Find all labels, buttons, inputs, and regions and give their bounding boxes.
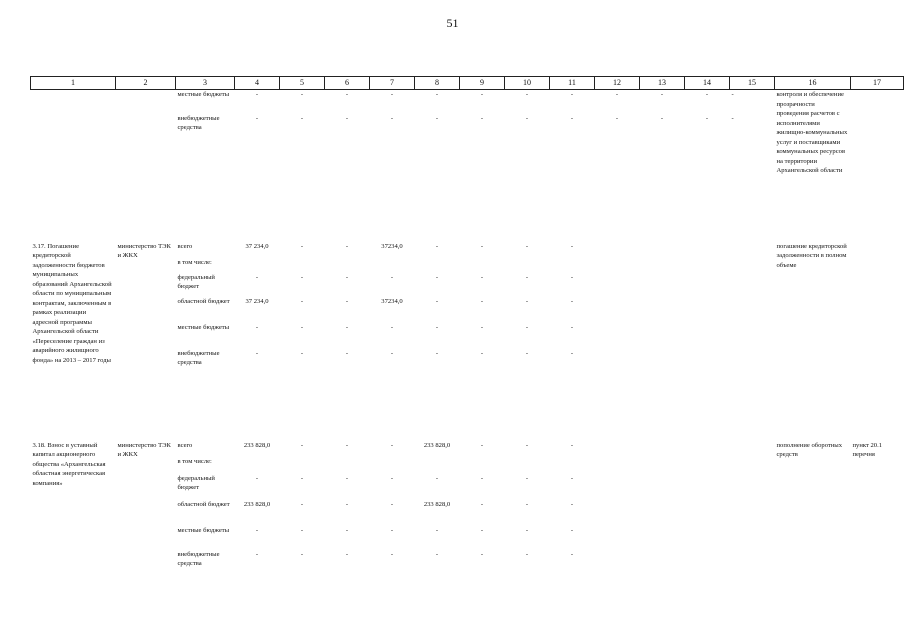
value-cell: - xyxy=(525,550,529,558)
value-cell: - xyxy=(570,297,574,305)
value-cell: - xyxy=(435,323,439,331)
value-cell: - xyxy=(570,242,574,250)
value-cell: - xyxy=(570,323,574,331)
value-cell: - xyxy=(300,526,304,534)
value-cell: - xyxy=(570,526,574,534)
table-row xyxy=(31,114,904,242)
note: пункт 20.1 перечня xyxy=(852,441,883,458)
column-header: 8 xyxy=(415,77,460,90)
funding-source: внебюджетные средства xyxy=(177,550,220,567)
value-cell: - xyxy=(435,242,439,250)
value-cell: - xyxy=(390,323,394,331)
value-cell: - xyxy=(255,526,259,534)
column-header: 11 xyxy=(550,77,595,90)
value-cell: - xyxy=(705,91,709,98)
column-header: 7 xyxy=(370,77,415,90)
value-cell: - xyxy=(435,349,439,357)
value-cell: - xyxy=(390,550,394,558)
value-cell: - xyxy=(255,349,259,357)
funding-source: федеральный бюджет xyxy=(177,474,215,491)
value-cell: - xyxy=(525,297,529,305)
value-cell: - xyxy=(435,297,439,305)
value-cell: - xyxy=(705,114,709,122)
value-cell: - xyxy=(390,273,394,281)
value-cell: - xyxy=(300,323,304,331)
column-header: 16 xyxy=(775,77,851,90)
value-cell: - xyxy=(660,114,664,122)
expected-result: погашение кредиторской задолженности в полном объеме xyxy=(776,242,847,269)
value-cell: - xyxy=(300,114,304,122)
value-cell: - xyxy=(390,349,394,357)
value-cell: - xyxy=(480,526,484,534)
value-cell: - xyxy=(300,441,304,449)
note xyxy=(851,242,904,441)
value-cell: - xyxy=(435,474,439,482)
value-cell: 37234,0 xyxy=(381,297,403,305)
including-label: в том числе: xyxy=(177,259,212,266)
value-cell: - xyxy=(570,550,574,558)
table-row xyxy=(31,242,904,273)
funding-source: внебюджетные средства xyxy=(177,349,220,366)
column-header: 5 xyxy=(280,77,325,90)
value-cell: - xyxy=(435,91,439,98)
value-cell: - xyxy=(255,323,259,331)
funding-source-total xyxy=(176,242,235,273)
value-cell: - xyxy=(525,500,529,508)
value-cell: 233 828,0 xyxy=(423,441,451,449)
value-cell: - xyxy=(255,273,259,281)
value-cell: - xyxy=(570,500,574,508)
value-cell: - xyxy=(480,323,484,331)
column-header: 3 xyxy=(176,77,235,90)
funding-source: областной бюджет xyxy=(177,500,230,508)
measure-title: 3.18. Взнос в уставный капитал акционерного общества «Архангельская областная энергетическая компания» xyxy=(32,441,106,487)
value-cell: - xyxy=(435,273,439,281)
value-cell: - xyxy=(300,273,304,281)
value-cell: - xyxy=(345,323,349,331)
column-header: 10 xyxy=(505,77,550,90)
value-cell: - xyxy=(345,273,349,281)
value-cell: - xyxy=(570,91,574,98)
total-label: всего xyxy=(177,242,193,250)
value-cell: - xyxy=(300,500,304,508)
value-cell: - xyxy=(525,526,529,534)
value-cell: - xyxy=(345,441,349,449)
funding-source: местные бюджеты xyxy=(177,323,230,331)
value-cell: 37234,0 xyxy=(381,242,403,250)
value-cell: - xyxy=(345,526,349,534)
value-cell: - xyxy=(390,441,394,449)
value-cell: - xyxy=(525,474,529,482)
column-header: 9 xyxy=(460,77,505,90)
value-cell: 37 234,0 xyxy=(245,242,269,250)
value-cell: - xyxy=(345,474,349,482)
value-cell: - xyxy=(435,550,439,558)
value-cell: - xyxy=(480,349,484,357)
value-cell: - xyxy=(255,114,259,122)
value-cell: 233 828,0 xyxy=(423,500,451,508)
column-header: 13 xyxy=(640,77,685,90)
value-cell: - xyxy=(300,550,304,558)
value-cell: 233 828,0 xyxy=(243,441,271,449)
value-cell: - xyxy=(300,242,304,250)
value-cell: - xyxy=(480,297,484,305)
value-cell: - xyxy=(570,349,574,357)
value-cell: - xyxy=(345,500,349,508)
value-cell: - xyxy=(525,349,529,357)
value-cell: - xyxy=(345,91,349,98)
value-cell: 37 234,0 xyxy=(245,297,269,305)
value-cell: 233 828,0 xyxy=(243,500,271,508)
value-cell: - xyxy=(390,526,394,534)
value-cell: - xyxy=(390,91,394,98)
value-cell: - xyxy=(255,91,259,98)
funding-source: федеральный бюджет xyxy=(177,273,215,290)
value-cell: - xyxy=(525,91,529,98)
value-cell: - xyxy=(390,114,394,122)
measure-title: 3.17. Погашение кредиторской задолженности бюджетов муниципальных образований Архангельской области по муниципальным контрактам, заключенным в рамках реализации адресной программы Архангельской области «Переселение граждан из аварийного жилищного фонда» на 2013 – 2017 годы xyxy=(32,242,112,364)
value-cell: - xyxy=(570,474,574,482)
column-number-row xyxy=(31,77,904,90)
value-cell: - xyxy=(480,273,484,281)
value-cell: - xyxy=(390,474,394,482)
column-header: 6 xyxy=(325,77,370,90)
value-cell: - xyxy=(480,500,484,508)
table-row xyxy=(31,90,904,114)
value-cell: - xyxy=(615,114,619,122)
value-cell: - xyxy=(300,349,304,357)
value-cell: - xyxy=(345,349,349,357)
value-cell: - xyxy=(300,297,304,305)
funding-source: местные бюджеты xyxy=(177,91,230,98)
value-cell: - xyxy=(390,500,394,508)
column-header: 1 xyxy=(31,77,116,90)
value-cell: - xyxy=(480,114,484,122)
value-cell: - xyxy=(731,114,734,122)
value-cell: - xyxy=(435,526,439,534)
value-cell: - xyxy=(480,550,484,558)
value-cell: - xyxy=(480,474,484,482)
value-cell: - xyxy=(660,91,664,98)
column-header: 2 xyxy=(116,77,176,90)
funding-source: областной бюджет xyxy=(177,297,230,305)
expected-result: пополнение оборотных средств xyxy=(776,441,843,458)
funding-source-total xyxy=(176,441,235,474)
including-label: в том числе: xyxy=(177,458,212,465)
value-cell: - xyxy=(525,114,529,122)
page-number: 51 xyxy=(446,16,459,30)
value-cell: - xyxy=(480,91,484,98)
total-label: всего xyxy=(177,441,193,449)
table-row xyxy=(31,441,904,474)
value-cell: - xyxy=(525,441,529,449)
column-header: 17 xyxy=(851,77,904,90)
value-cell: - xyxy=(570,441,574,449)
funding-source: местные бюджеты xyxy=(177,526,230,534)
value-cell: - xyxy=(480,441,484,449)
executor: министерство ТЭК и ЖКХ xyxy=(117,441,171,458)
funding-source: внебюджетные средства xyxy=(177,114,220,131)
value-cell: - xyxy=(255,474,259,482)
value-cell: - xyxy=(570,273,574,281)
value-cell: - xyxy=(300,474,304,482)
program-table xyxy=(30,76,904,574)
value-cell: - xyxy=(525,273,529,281)
value-cell: - xyxy=(345,297,349,305)
executor: министерство ТЭК и ЖКХ xyxy=(117,242,171,259)
value-cell: - xyxy=(255,550,259,558)
value-cell: - xyxy=(731,91,734,98)
value-cell: - xyxy=(525,323,529,331)
value-cell: - xyxy=(345,550,349,558)
column-header: 14 xyxy=(685,77,730,90)
value-cell: - xyxy=(435,114,439,122)
value-cell: - xyxy=(570,114,574,122)
value-cell: - xyxy=(345,114,349,122)
value-cell: - xyxy=(525,242,529,250)
expected-result: контроля и обеспечение прозрачности проведения расчетов с исполнителями жилищно-коммунальных услуг и поставщиками коммунальных ресурсов на территории Архангельской области xyxy=(776,91,848,174)
value-cell: - xyxy=(480,242,484,250)
column-header: 15 xyxy=(730,77,775,90)
value-cell: - xyxy=(300,91,304,98)
column-header: 12 xyxy=(595,77,640,90)
column-header: 4 xyxy=(235,77,280,90)
value-cell: - xyxy=(345,242,349,250)
value-cell: - xyxy=(615,91,619,98)
